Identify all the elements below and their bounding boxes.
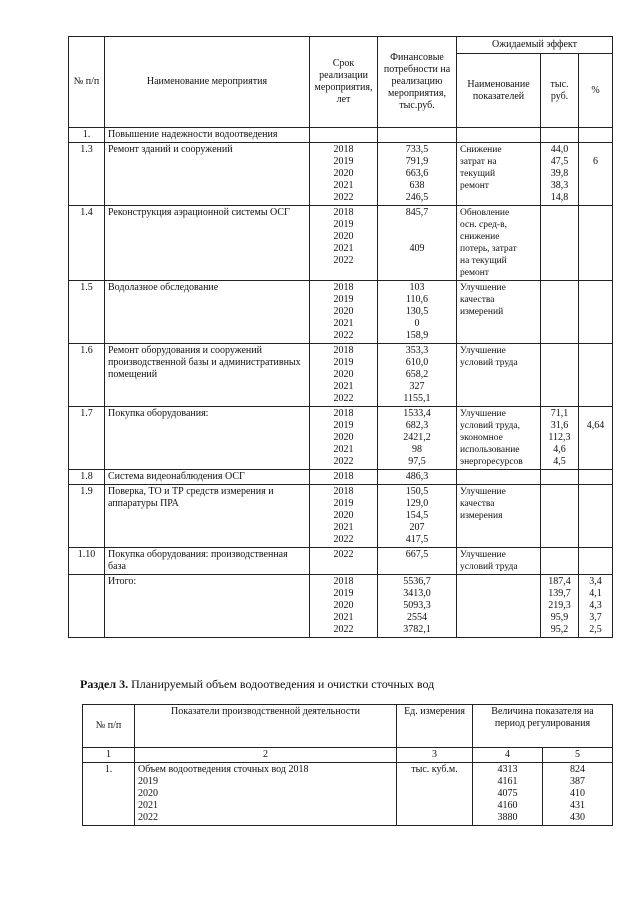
measure-finance-cell — [378, 548, 457, 575]
measure-year: 2018 — [333, 471, 354, 482]
t2-line: 2021 — [138, 800, 158, 811]
measure-year: 2018 — [333, 408, 354, 419]
measure-year: 2022 — [333, 330, 354, 341]
measure-indicator-cell — [457, 407, 541, 470]
t2-row-unit: тыс. куб.м. — [397, 763, 473, 826]
measure-indicator: измерения — [460, 511, 503, 521]
measure-finance: 97,5 — [408, 456, 426, 467]
measure-year: 2020 — [333, 231, 354, 242]
measure-thousand: 47,5 — [550, 156, 569, 167]
measure-num: 1.6 — [69, 344, 105, 407]
measure-thousand-cell — [541, 281, 579, 344]
measure-finance — [381, 219, 453, 231]
measure-year: 2018 — [333, 486, 354, 497]
measure-row — [69, 281, 613, 344]
measure-finance: 103 — [409, 282, 425, 293]
measure-thousand: 95,9 — [550, 612, 569, 623]
measure-percent-cell — [579, 485, 613, 548]
measure-year: 2022 — [333, 549, 354, 560]
measure-finance: 5536,7 — [403, 576, 431, 587]
measure-indicator-cell — [457, 143, 541, 206]
measure-percent-cell — [579, 575, 613, 638]
measure-thousand: 38,3 — [550, 180, 569, 191]
measure-year: 2018 — [333, 576, 354, 587]
measure-finance: 3782,1 — [403, 624, 431, 635]
measure-name: Поверка, ТО и ТР средств измерения и аппаратуры ПРА — [105, 485, 310, 548]
measure-finance: 417,5 — [405, 534, 429, 545]
measure-indicator: ремонт — [460, 268, 489, 278]
measure-year: 2018 — [333, 144, 354, 155]
measure-finance: 246,5 — [405, 192, 429, 203]
measure-finance: 667,5 — [405, 549, 429, 560]
section-name: Повышение надежности водоотведения — [105, 128, 310, 143]
measure-percent-cell — [579, 407, 613, 470]
measure-thousand: 44,0 — [550, 144, 569, 155]
measure-num: 1.4 — [69, 206, 105, 281]
measure-indicator-cell — [457, 206, 541, 281]
measure-year-cell — [310, 407, 378, 470]
measure-percent-cell — [579, 281, 613, 344]
measure-finance: 2554 — [407, 612, 427, 623]
measure-finance: 733,5 — [405, 144, 429, 155]
measure-indicator-cell — [457, 485, 541, 548]
measure-finance: 486,3 — [405, 471, 429, 482]
t2-colnum-3: 3 — [397, 748, 473, 763]
t2-col4-value: 4161 — [497, 776, 518, 787]
measure-indicator: качества — [460, 499, 495, 509]
measure-num: 1.8 — [69, 470, 105, 485]
measure-finance — [381, 231, 453, 243]
section-row — [69, 128, 613, 143]
measure-finance: 409 — [409, 243, 425, 254]
t2-line: 2022 — [138, 812, 158, 823]
measure-indicator: текущий — [460, 169, 496, 179]
measure-thousand-cell — [541, 485, 579, 548]
measure-finance: 1155,1 — [403, 393, 431, 404]
measure-year-cell — [310, 344, 378, 407]
measure-thousand-cell — [541, 548, 579, 575]
measure-finance: 3413,0 — [403, 588, 431, 599]
t2-header-indicators: Показатели производственной деятельности — [135, 705, 397, 748]
header-indicator: Наименование показателей — [457, 54, 541, 128]
measure-percent: 2,5 — [589, 624, 602, 635]
measure-finance-cell — [378, 206, 457, 281]
measure-thousand: 4,6 — [553, 444, 566, 455]
measure-finance-cell — [378, 143, 457, 206]
t2-row-col5 — [543, 763, 613, 826]
header-thousand: тыс. руб. — [541, 54, 579, 128]
measure-year: 2019 — [333, 219, 354, 230]
measure-indicator: условий труда, — [460, 421, 520, 431]
measure-finance: 638 — [409, 180, 425, 191]
measure-year: 2021 — [333, 243, 354, 254]
measure-finance: 5093,3 — [403, 600, 431, 611]
measure-name: Реконструкция аэрационной системы ОСГ — [105, 206, 310, 281]
measure-indicator-cell — [457, 575, 541, 638]
measure-year: 2019 — [333, 420, 354, 431]
header-effect: Ожидаемый эффект — [457, 37, 613, 54]
measure-finance: 154,5 — [405, 510, 429, 521]
measure-num — [69, 575, 105, 638]
measure-name: Покупка оборудования: — [105, 407, 310, 470]
measure-finance: 110,6 — [405, 294, 429, 305]
measure-year: 2018 — [333, 282, 354, 293]
measure-name: Ремонт оборудования и сооружений производственной базы и административных помещений — [105, 344, 310, 407]
measure-row — [69, 470, 613, 485]
t2-col5-value: 387 — [570, 776, 585, 787]
measure-name: Система видеонаблюдения ОСГ — [105, 470, 310, 485]
measure-year-cell — [310, 143, 378, 206]
measure-name: Итого: — [105, 575, 310, 638]
measure-year: 2019 — [333, 498, 354, 509]
measure-indicator: использование — [460, 445, 520, 455]
measure-finance: 658,2 — [405, 369, 429, 380]
section-3-heading — [80, 677, 434, 692]
measure-thousand: 187,4 — [548, 576, 571, 587]
measure-percent-cell — [579, 143, 613, 206]
measure-year: 2022 — [333, 456, 354, 467]
measure-finance: 2421,2 — [403, 432, 431, 443]
measure-percent — [582, 408, 609, 420]
measure-percent: 3,4 — [589, 576, 602, 587]
measure-finance — [381, 255, 453, 267]
t2-header-num: № п/п — [83, 705, 135, 748]
measure-year: 2020 — [333, 600, 354, 611]
t2-line: 2020 — [138, 788, 158, 799]
measure-percent: 4,3 — [589, 600, 602, 611]
measure-year: 2020 — [333, 306, 354, 317]
section-3-text: Планируемый объем водоотведения и очистки сточных вод — [131, 677, 435, 691]
measure-row — [69, 575, 613, 638]
measure-year: 2020 — [333, 432, 354, 443]
measure-percent — [582, 144, 609, 156]
measure-finance: 207 — [409, 522, 425, 533]
measure-thousand: 71,1 — [550, 408, 569, 419]
volume-table — [82, 704, 613, 826]
measure-finance: 130,5 — [405, 306, 429, 317]
measure-num: 1.5 — [69, 281, 105, 344]
measure-name: Покупка оборудования: производственная база — [105, 548, 310, 575]
measure-num: 1.7 — [69, 407, 105, 470]
measure-name: Ремонт зданий и сооружений — [105, 143, 310, 206]
measure-percent-cell — [579, 344, 613, 407]
measure-thousand: 112,3 — [548, 432, 571, 443]
measures-table — [68, 36, 613, 638]
t2-colnum-4: 4 — [473, 748, 543, 763]
measure-year: 2020 — [333, 510, 354, 521]
t2-col4-value: 4313 — [497, 764, 518, 775]
measure-year: 2022 — [333, 624, 354, 635]
measure-indicator: на текущий — [460, 256, 507, 266]
measure-row — [69, 485, 613, 548]
measure-percent — [582, 168, 609, 180]
measure-indicator: Снижение — [460, 145, 502, 155]
measure-thousand: 14,8 — [550, 192, 569, 203]
measure-year: 2022 — [333, 255, 354, 266]
measure-row — [69, 143, 613, 206]
measure-indicator: экономное — [460, 433, 503, 443]
measure-year-cell — [310, 281, 378, 344]
measure-year: 2021 — [333, 612, 354, 623]
measure-finance: 353,3 — [405, 345, 429, 356]
measure-num: 1.3 — [69, 143, 105, 206]
measure-indicator: снижение — [460, 232, 500, 242]
measure-year: 2019 — [333, 588, 354, 599]
measure-year: 2020 — [333, 168, 354, 179]
measure-finance: 327 — [409, 381, 425, 392]
measure-year: 2022 — [333, 393, 354, 404]
measure-percent — [582, 180, 609, 192]
t2-col4-value: 4160 — [497, 800, 518, 811]
measure-percent — [582, 444, 609, 456]
measure-thousand-cell — [541, 575, 579, 638]
measure-num: 1.10 — [69, 548, 105, 575]
measure-year: 2019 — [333, 294, 354, 305]
measure-year-cell — [310, 470, 378, 485]
measure-finance: 129,0 — [405, 498, 429, 509]
header-num: № п/п — [69, 37, 105, 128]
measure-percent — [582, 432, 609, 444]
t2-col4-value: 4075 — [497, 788, 518, 799]
t2-row-col4 — [473, 763, 543, 826]
header-term: Срок реализации мероприятия, лет — [310, 37, 378, 128]
measure-percent: 4,64 — [586, 420, 605, 431]
measure-thousand: 139,7 — [548, 588, 571, 599]
measure-finance: 845,7 — [405, 207, 429, 218]
measure-year: 2021 — [333, 180, 354, 191]
measure-indicator: ремонт — [460, 181, 489, 191]
measure-indicator: затрат на — [460, 157, 497, 167]
measure-indicator-cell — [457, 548, 541, 575]
measure-thousand: 219,3 — [548, 600, 571, 611]
t2-col5-value: 410 — [570, 788, 585, 799]
measure-year: 2021 — [333, 381, 354, 392]
t2-col5-value: 824 — [570, 764, 585, 775]
measure-year: 2021 — [333, 318, 354, 329]
measure-finance-cell — [378, 281, 457, 344]
measure-indicator-cell — [457, 281, 541, 344]
measure-finance: 663,6 — [405, 168, 429, 179]
measure-year: 2020 — [333, 369, 354, 380]
measure-year: 2021 — [333, 522, 354, 533]
measure-indicator: Улучшение — [460, 550, 506, 560]
measure-row — [69, 206, 613, 281]
measure-year: 2019 — [333, 156, 354, 167]
header-name: Наименование мероприятия — [105, 37, 310, 128]
measure-finance: 1533,4 — [403, 408, 431, 419]
t2-row — [83, 763, 613, 826]
measure-indicator-cell — [457, 470, 541, 485]
measure-indicator: Улучшение — [460, 346, 506, 356]
measure-indicator-cell — [457, 344, 541, 407]
measure-percent: 6 — [593, 156, 598, 167]
measure-percent — [582, 192, 609, 204]
header-finance: Финансовые потребности на реализацию мероприятия, тыс.руб. — [378, 37, 457, 128]
measure-finance-cell — [378, 575, 457, 638]
measure-percent: 3,7 — [589, 612, 602, 623]
measure-thousand: 4,5 — [553, 456, 566, 467]
measure-finance: 150,5 — [405, 486, 429, 497]
measure-year: 2022 — [333, 192, 354, 203]
measure-indicator: Улучшение — [460, 409, 506, 419]
measure-indicator: условий труда — [460, 562, 518, 572]
measure-finance: 0 — [414, 318, 420, 329]
t2-line: Объем водоотведения сточных вод 2018 — [138, 764, 309, 775]
measure-thousand: 31,6 — [550, 420, 569, 431]
measure-indicator: качества — [460, 295, 495, 305]
t2-header-unit: Ед. измерения — [397, 705, 473, 748]
t2-line: 2019 — [138, 776, 158, 787]
measure-indicator: осн. сред-в, — [460, 220, 507, 230]
measure-percent — [582, 456, 609, 468]
measure-thousand-cell — [541, 143, 579, 206]
measure-thousand-cell — [541, 344, 579, 407]
t2-colnum-1: 1 — [83, 748, 135, 763]
measure-indicator: Улучшение — [460, 283, 506, 293]
t2-col5-value: 431 — [570, 800, 585, 811]
measure-finance: 158,9 — [405, 330, 429, 341]
t2-row-num: 1. — [83, 763, 135, 826]
measure-indicator: измерений — [460, 307, 504, 317]
measure-row — [69, 344, 613, 407]
section-3-label: Раздел 3. — [80, 677, 129, 691]
t2-colnum-2: 2 — [135, 748, 397, 763]
measure-thousand: 95,2 — [550, 624, 569, 635]
header-percent: % — [579, 54, 613, 128]
measure-percent-cell — [579, 548, 613, 575]
measure-row — [69, 548, 613, 575]
section-num: 1. — [69, 128, 105, 143]
measure-indicator: условий труда — [460, 358, 518, 368]
measure-percent: 4,1 — [589, 588, 602, 599]
measure-thousand-cell — [541, 470, 579, 485]
measure-percent-cell — [579, 470, 613, 485]
measure-finance: 682,3 — [405, 420, 429, 431]
measure-finance-cell — [378, 344, 457, 407]
measure-year: 2021 — [333, 444, 354, 455]
measure-indicator: Обновление — [460, 208, 510, 218]
measure-finance-cell — [378, 470, 457, 485]
measure-year: 2022 — [333, 534, 354, 545]
measure-thousand: 39,8 — [550, 168, 569, 179]
measure-thousand-cell — [541, 407, 579, 470]
measure-year: 2019 — [333, 357, 354, 368]
measure-finance-cell — [378, 485, 457, 548]
measure-percent-cell — [579, 206, 613, 281]
t2-row-lines — [135, 763, 397, 826]
measure-row — [69, 407, 613, 470]
measure-indicator: энергоресурсов — [460, 457, 523, 467]
measure-finance: 98 — [412, 444, 422, 455]
measure-num: 1.9 — [69, 485, 105, 548]
measure-year-cell — [310, 575, 378, 638]
measure-finance: 791,9 — [405, 156, 429, 167]
measure-finance: 610,0 — [405, 357, 429, 368]
measure-thousand-cell — [541, 206, 579, 281]
t2-colnum-5: 5 — [543, 748, 613, 763]
measure-name: Водолазное обследование — [105, 281, 310, 344]
measure-year: 2018 — [333, 345, 354, 356]
measure-year-cell — [310, 206, 378, 281]
measure-year-cell — [310, 548, 378, 575]
t2-col4-value: 3880 — [497, 812, 518, 823]
t2-col5-value: 430 — [570, 812, 585, 823]
measure-year: 2018 — [333, 207, 354, 218]
measure-finance-cell — [378, 407, 457, 470]
measure-indicator: потерь, затрат — [460, 244, 517, 254]
measure-year-cell — [310, 485, 378, 548]
t2-header-value: Величина показателя на период регулирования — [473, 705, 613, 748]
measure-indicator: Улучшение — [460, 487, 506, 497]
